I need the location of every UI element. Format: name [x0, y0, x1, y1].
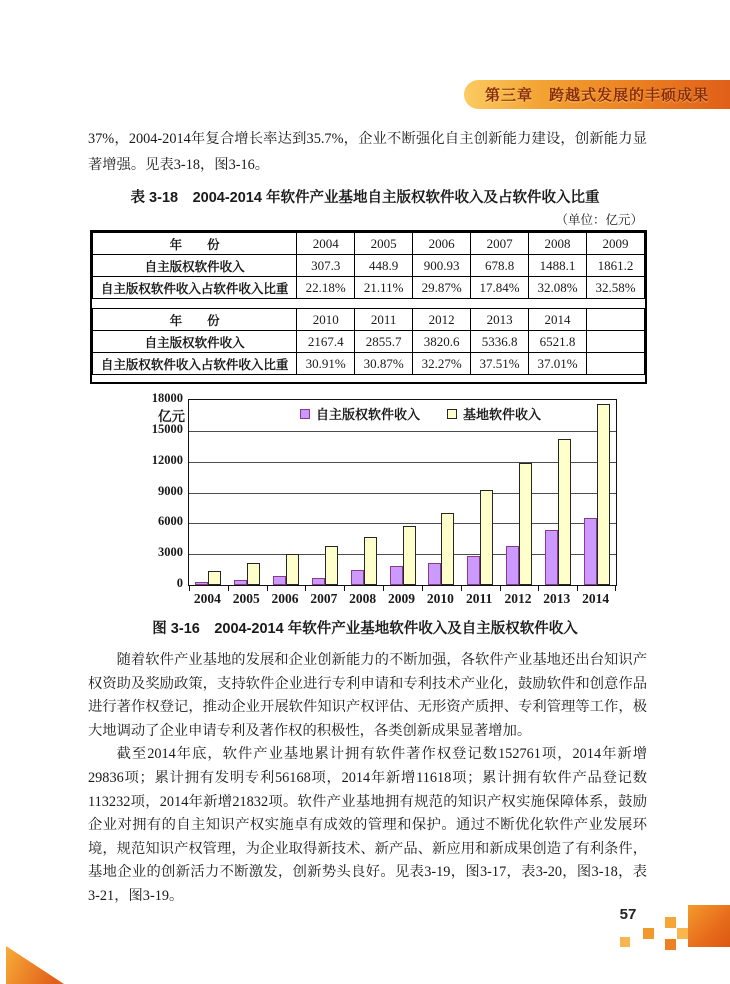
bar-copyright-income [506, 546, 519, 585]
table-row [93, 233, 645, 255]
chapter-header-banner [464, 80, 730, 109]
value-cell: 2009 [587, 233, 645, 255]
legend-label: 自主版权软件收入 [316, 407, 421, 422]
legend-swatch [447, 409, 457, 419]
x-axis-label: 2014 [582, 591, 610, 606]
x-axis-label: 2013 [543, 591, 571, 606]
deco-square [643, 928, 654, 939]
y-axis-label: 0 [176, 576, 183, 590]
axis-tick [615, 586, 616, 591]
bar-base-income [403, 526, 416, 585]
y-axis-label: 3000 [158, 545, 183, 560]
bar-base-income [364, 537, 377, 585]
value-cell: 3820.6 [413, 331, 471, 353]
chart-unit-label: 亿元 [158, 409, 185, 424]
value-cell: 2005 [355, 233, 413, 255]
value-cell: 2004 [297, 233, 355, 255]
bar-base-income [558, 439, 571, 585]
value-cell: 448.9 [355, 255, 413, 277]
x-axis-label: 2010 [426, 591, 454, 606]
table-row [93, 255, 645, 277]
bar-chart [130, 392, 650, 620]
deco-square [677, 928, 688, 939]
deco-block [688, 905, 730, 947]
y-axis-label: 18000 [151, 391, 183, 405]
y-axis-label: 9000 [158, 483, 183, 498]
table-row [93, 309, 645, 331]
value-cell: 32.27% [413, 353, 471, 375]
data-table [90, 230, 647, 384]
bar-copyright-income [234, 580, 247, 585]
y-axis-label: 6000 [158, 514, 183, 529]
value-cell: 2014 [529, 309, 587, 331]
table-row [93, 331, 645, 353]
value-cell: 6521.8 [529, 331, 587, 353]
table-row [93, 353, 645, 375]
deco-square [665, 939, 676, 950]
deco-square [620, 937, 630, 947]
bar-base-income [286, 554, 299, 585]
bar-base-income [325, 546, 338, 585]
row-label-cell: 年 份 [93, 309, 297, 331]
y-axis-label: 12000 [151, 452, 183, 467]
gridline [189, 462, 616, 463]
corner-triangle-decoration [6, 946, 64, 984]
bar-copyright-income [273, 576, 286, 585]
value-cell: 22.18% [297, 277, 355, 299]
bar-copyright-income [351, 570, 364, 585]
row-label-cell: 自主版权软件收入占软件收入比重 [93, 353, 297, 375]
paragraph: 截至2014年底，软件产业基地累计拥有软件著作权登记数152761项，2014年新增29836项；累计拥有发明专利56168项，2014年新增11618项；累计拥有软件产品登记数113232项，2014年新增21832项。软件产业基地拥有规范的知识产权实施保障体系，鼓励企业对拥有的自主知识产权实施卓有成效的管理和保护。通过不断优化软件产业发展环境，规范知识产权管理，为企业取得新技术、新产品、新应用和新成果创造了有利条件，基地企业的创新活力不断激发，创新势头良好。见表3-19，图3-17，表3-20，图3-18，表3-21，图3-19。 [88, 746, 647, 904]
gridline [189, 493, 616, 494]
value-cell: 2006 [413, 233, 471, 255]
value-cell: 900.93 [413, 255, 471, 277]
chapter-title: 第三章 跨越式发展的丰硕成果 [484, 87, 709, 104]
legend-item [300, 404, 420, 423]
value-cell: 32.58% [587, 277, 645, 299]
bar-copyright-income [312, 578, 325, 585]
x-axis-label: 2011 [465, 591, 493, 606]
value-cell [587, 309, 645, 331]
x-axis-label: 2006 [271, 591, 299, 606]
value-cell: 2007 [471, 233, 529, 255]
bar-base-income [597, 404, 610, 585]
table-part-2 [92, 308, 645, 375]
page-number: 57 [619, 906, 637, 923]
bar-copyright-income [195, 582, 208, 585]
legend-label: 基地软件收入 [463, 407, 542, 422]
value-cell: 2012 [413, 309, 471, 331]
bar-copyright-income [428, 563, 441, 585]
chart-plot-area [188, 399, 617, 586]
value-cell: 307.3 [297, 255, 355, 277]
value-cell: 32.08% [529, 277, 587, 299]
value-cell: 2011 [355, 309, 413, 331]
x-axis-label: 2009 [387, 591, 415, 606]
gridline [189, 523, 616, 524]
paragraph: 随着软件产业基地的发展和企业创新能力的不断加强，各软件产业基地还出台知识产权资助及奖励政策，支持软件企业进行专利申请和专利技术产业化，鼓励软件和创意作品进行著作权登记，推动企业开展软件知识产权评估、无形资产质押、专利管理等工作，极大地调动了企业申请专利及著作权的积极性，各类创新成果显著增加。 [88, 652, 647, 739]
value-cell: 30.87% [355, 353, 413, 375]
table-part-1 [92, 232, 645, 299]
intro-paragraph: 37%，2004-2014年复合增长率达到35.7%，企业不断强化自主创新能力建设，创新能力显著增强。见表3-18，图3-16。 [88, 131, 647, 173]
value-cell: 30.91% [297, 353, 355, 375]
value-cell [587, 331, 645, 353]
value-cell [587, 353, 645, 375]
value-cell: 2013 [471, 309, 529, 331]
table-unit-note: （单位：亿元） [555, 213, 643, 227]
bar-copyright-income [545, 530, 558, 585]
table-row [93, 277, 645, 299]
row-label-cell: 自主版权软件收入 [93, 331, 297, 353]
legend-item [447, 404, 541, 423]
value-cell: 678.8 [471, 255, 529, 277]
bar-copyright-income [584, 518, 597, 585]
value-cell: 37.51% [471, 353, 529, 375]
value-cell: 1861.2 [587, 255, 645, 277]
legend-swatch [300, 409, 310, 419]
deco-square [665, 917, 676, 928]
bar-copyright-income [390, 566, 403, 585]
bar-base-income [480, 490, 493, 585]
value-cell: 37.01% [529, 353, 587, 375]
bar-base-income [208, 571, 221, 585]
value-cell: 5336.8 [471, 331, 529, 353]
row-label-cell: 自主版权软件收入占软件收入比重 [93, 277, 297, 299]
y-axis-label: 15000 [151, 421, 183, 436]
value-cell: 2855.7 [355, 331, 413, 353]
value-cell: 17.84% [471, 277, 529, 299]
x-axis-label: 2012 [504, 591, 532, 606]
value-cell: 2167.4 [297, 331, 355, 353]
x-axis-label: 2008 [349, 591, 377, 606]
value-cell: 1488.1 [529, 255, 587, 277]
x-axis-label: 2004 [193, 591, 221, 606]
row-label-cell: 年 份 [93, 233, 297, 255]
x-axis-label: 2005 [232, 591, 260, 606]
value-cell: 2010 [297, 309, 355, 331]
gridline [189, 431, 616, 432]
bar-base-income [441, 513, 454, 585]
row-label-cell: 自主版权软件收入 [93, 255, 297, 277]
bar-copyright-income [467, 556, 480, 585]
x-axis-label: 2007 [310, 591, 338, 606]
value-cell: 29.87% [413, 277, 471, 299]
body-text [88, 649, 647, 909]
bar-base-income [247, 563, 260, 585]
bar-base-income [519, 463, 532, 585]
value-cell: 21.11% [355, 277, 413, 299]
table-title: 表 3-18 2004-2014 年软件产业基地自主版权软件收入及占软件收入比重 [130, 190, 600, 206]
figure-caption: 图 3-16 2004-2014 年软件产业基地软件收入及自主版权软件收入 [152, 621, 578, 637]
page-footer-decoration [618, 903, 730, 949]
value-cell: 2008 [529, 233, 587, 255]
